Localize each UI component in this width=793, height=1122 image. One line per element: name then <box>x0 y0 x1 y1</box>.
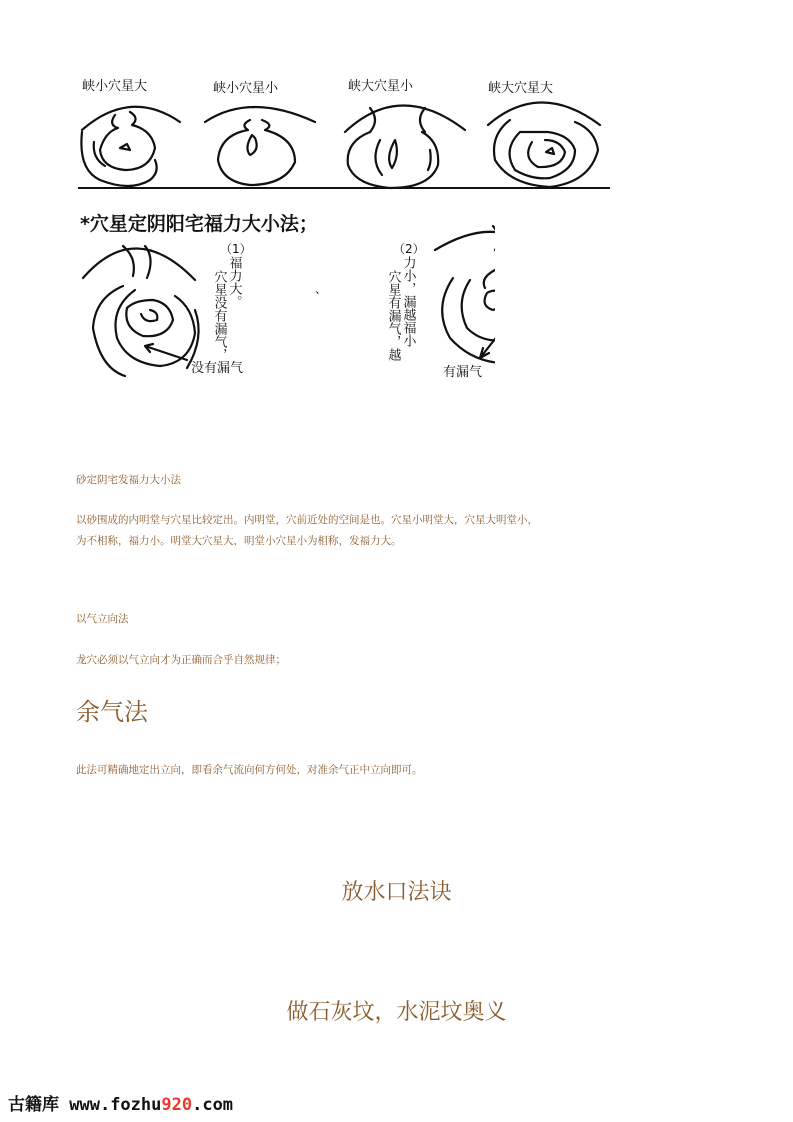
right-column-2: 力小，漏越福小 <box>400 256 416 347</box>
top-sketch-figure <box>70 70 615 195</box>
stray-mark: 、 <box>315 282 328 296</box>
left-column-2: 福力大。 <box>226 256 242 308</box>
sketch-no-leak <box>83 246 199 376</box>
sketch-4 <box>488 103 600 188</box>
bottom-sketch-figure <box>75 198 495 383</box>
tomb-heading: 做石灰坟，水泥坟奥义 <box>286 1000 507 1025</box>
footer-suffix: .com <box>192 1095 234 1115</box>
section1-heading: 砂定阴宅发福力大小法 <box>76 474 181 486</box>
footer-watermark <box>8 1090 233 1115</box>
section1-line1: 以砂围成的内明堂与穴星比较定出。内明堂，穴前近处的空间是也。穴星小明堂大，穴星大明堂小， <box>76 514 538 526</box>
section3-text: 此法可精确地定出立向，即看余气流向何方何处，对准余气正中立向即可。 <box>76 764 423 776</box>
figure-title: *穴星定阴阳宅福力大小法； <box>80 213 318 235</box>
section1-body <box>76 510 676 552</box>
footer-brand: fozhu <box>110 1095 162 1115</box>
sketch-2 <box>205 107 315 185</box>
sketch-label-1: 峡小穴星大 <box>82 79 148 94</box>
left-arrow-label: 没有漏气 <box>191 361 244 376</box>
footer-brand-number: 920 <box>161 1095 193 1115</box>
sketch-label-3: 峡大穴星小 <box>348 79 414 94</box>
footer-prefix: 古籍库 www. <box>8 1095 111 1115</box>
section3-heading: 余气法 <box>76 698 148 726</box>
sketch-label-2: 峡小穴星小 <box>213 81 279 96</box>
sketch-1 <box>81 107 180 186</box>
water-outlet-heading: 放水口法诀 <box>341 880 452 905</box>
right-number: （2） <box>393 242 425 256</box>
section1-line2: 为不相称，福力小。明堂大穴星大，明堂小穴星小为相称，发福力大。 <box>76 535 402 547</box>
section2-text: 龙穴必须以气立向才为正确而合乎自然规律； <box>76 654 286 666</box>
right-arrow-label: 有漏气 <box>443 365 483 380</box>
sketch-3 <box>345 105 465 188</box>
sketch-with-leak <box>435 226 495 363</box>
right-column-1: 穴星有漏气，越 <box>385 270 401 361</box>
left-column-1: 穴星没有漏气， <box>211 270 227 361</box>
section2-heading: 以气立向法 <box>76 613 129 625</box>
left-number: （1） <box>220 242 252 256</box>
sketch-label-4: 峡大穴星大 <box>488 81 554 96</box>
